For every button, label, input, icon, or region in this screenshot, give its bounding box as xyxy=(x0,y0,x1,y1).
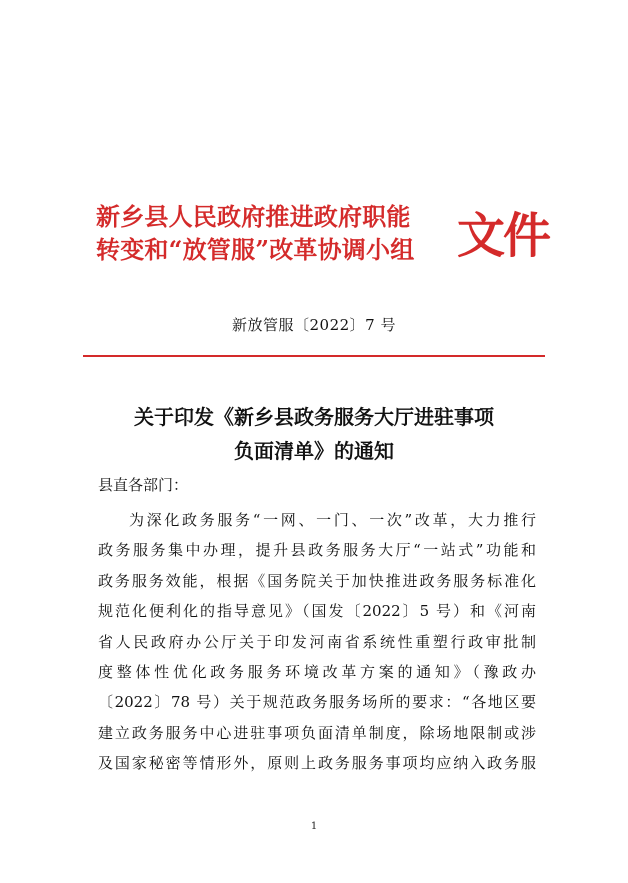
body-line: 省人民政府办公厅关于印发河南省系统性重塑行政审批制 xyxy=(98,632,536,651)
body-line: 规范化便利化的指导意见》（国发〔2022〕5 号）和《河南 xyxy=(98,602,536,621)
body-line: 建立政务服务中心进驻事项负面清单制度，除场地限制或涉 xyxy=(98,723,536,742)
document-header xyxy=(96,200,550,280)
org-name-line-2: 转变和“放管服”改革协调小组 xyxy=(96,235,415,264)
issuing-organization xyxy=(96,200,456,266)
body-line: 及国家秘密等情形外，原则上政务服务事项均应纳入政务服 xyxy=(98,754,536,773)
page-number: 1 xyxy=(310,821,318,832)
salutation: 县直各部门： xyxy=(98,476,189,494)
title-line-1: 关于印发《新乡县政务服务大厅进驻事项 xyxy=(134,405,494,429)
document-number: 新放管服〔2022〕7 号 xyxy=(232,316,396,334)
body-paragraph xyxy=(98,505,536,779)
org-name-line-1: 新乡县人民政府推进政府职能 xyxy=(96,202,411,231)
body-line: 〔2022〕78 号）关于规范政务服务场所的要求：“各地区要 xyxy=(98,693,536,712)
body-line: 政务服务集中办理，提升县政务服务大厅“一站式”功能和 xyxy=(98,541,536,560)
document-type-label: 文件 xyxy=(457,208,550,264)
body-line: 政务服务效能，根据《国务院关于加快推进政务服务标准化 xyxy=(98,571,536,590)
red-separator-line xyxy=(83,355,545,357)
body-line: 度整体性优化政务服务环境改革方案的通知》（豫政办 xyxy=(98,662,536,681)
body-line: 为深化政务服务“一网、一门、一次”改革，大力推行 xyxy=(129,511,536,529)
document-title xyxy=(80,400,548,468)
title-line-2: 负面清单》的通知 xyxy=(234,439,394,463)
